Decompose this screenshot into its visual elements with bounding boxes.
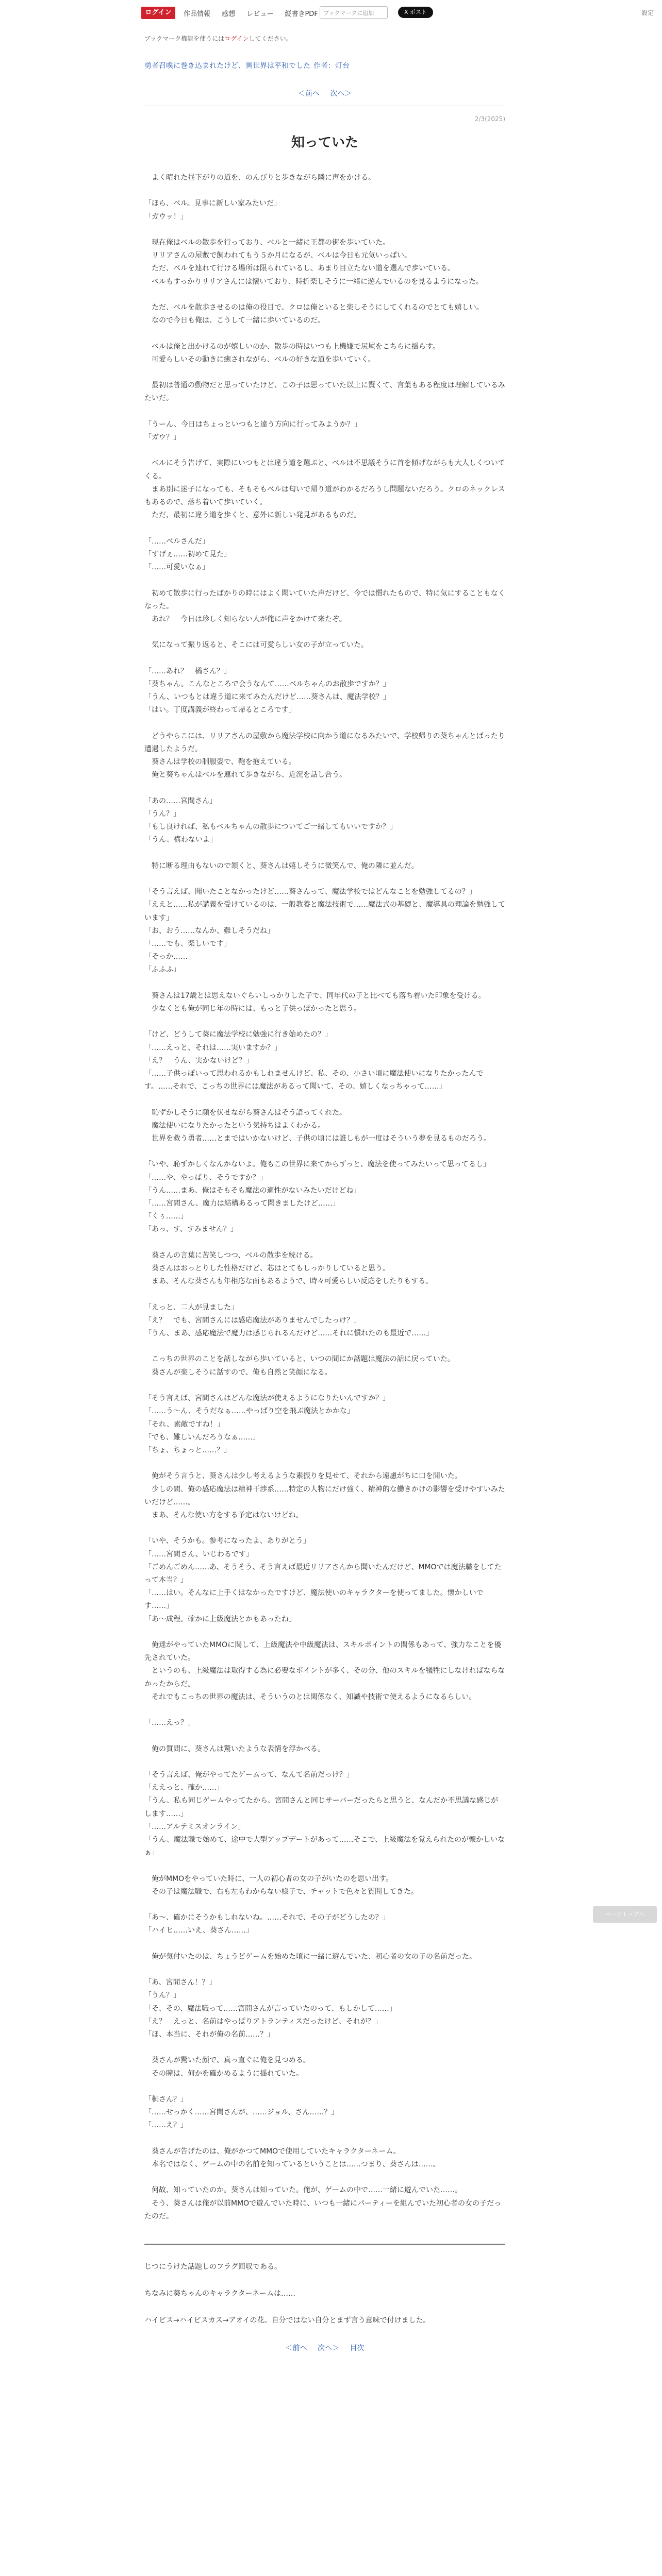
prev-link-bottom[interactable]: ＜前へ (285, 2344, 307, 2353)
x-post-button[interactable]: X ポスト (398, 7, 433, 18)
novel-content (144, 26, 505, 2353)
chapter-number: 2/3(2025) (474, 115, 505, 123)
page-top-button[interactable]: ページトップへ (593, 1906, 657, 1923)
series-info (144, 60, 505, 71)
nav-pdf[interactable]: 縦書きPDF (285, 10, 318, 18)
settings-link[interactable]: 設定 (641, 9, 654, 16)
toc-link-bottom[interactable]: 目次 (350, 2344, 365, 2353)
chapter-body: よく晴れた昼下がりの道を、のんびりと歩きながら隣に声をかける。 「ほら、ベル。見事に新しい家みたいだ」 「ガウッ！」 現在俺はベルの散歩を行っており、ベルと一緒に王都の街を歩いていた。 リリアさんの屋敷で飼われてもう５か月になるが、ベルは今日も元気いっぱい。 ただ、ベルを連れて行ける場所は限られているし、あまり目立たない道を選んで歩いている。 ベルもすっかりリリアさんには懐いており、時折楽しそうに一緒に遊んでいるのを見るようになった。 ただ、ベルを散歩させるのは俺の役目で、クロは俺といると楽しそうにしてくれるのでとても嬉しい。 なので今日も俺は、こうして一緒に歩いているのだ。 ベルは俺と出かけるのが嬉しいのか、散歩の時はいつも上機嫌で尻尾をこちらに揺らす。 可愛らしいその動きに癒されながら、ベルの好きな道を歩いていく。 最初は普通の動物だと思っていたけど、この子は思っていた以上に賢くて、言葉もある程度は理解しているみたいだ。 「うーん、今日はちょっといつもと違う方向に行ってみようか？」 「ガウ？」 ベルにそう告げて、実際にいつもとは違う道を選ぶと、ベルは不思議そうに首を傾げながらも大人しくついてくる。 まあ別に迷子になっても、そもそもベルは匂いで帰り道がわかるだろうし問題ないだろう。クロのネックレスもあるので、落ち着いて歩いていく。 ただ、最初に違う道を歩くと、意外に新しい発見があるものだ。 「……ベルさんだ」 「すげぇ……初めて見た」 「……可愛いなぁ」 初めて散歩に行ったばかりの時にはよく聞いていた声だけど、今では慣れたもので、特に気にすることもなくなった。 あれ？ 今日は珍しく知らない人が俺に声をかけて来たぞ。 気になって振り返ると、そこには可愛らしい女の子が立っていた。 「……あれ？ 橘さん？」 「葵ちゃん。こんなところで会うなんて……ベルちゃんのお散歩ですか？」 「うん、いつもとは違う道に来てみたんだけど……葵さんは、魔法学校？」 「はい。丁度講義が終わって帰るところです」 どうやらこには、リリアさんの屋敷から魔法学校に向かう道になるみたいで、学校帰りの葵ちゃんとばったり遭遇したようだ。 葵さんは学校の制服姿で、鞄を抱えている。 俺と葵ちゃんはベルを連れて歩きながら、近況を話し合う。 「あの……宮間さん」 「うん？」 「もし良ければ、私もベルちゃんの散歩についてご一緒してもいいですか？」 「うん、構わないよ」 特に断る理由もないので頷くと、葵さんは嬉しそうに微笑んで、俺の隣に並んだ。 「そう言えば、聞いたことなかったけど……葵さんって、魔法学校ではどんなことを勉強してるの？」 「ええと……私が講義を受けているのは、一般教養と魔法技術で……魔法式の基礎と、魔導具の理論を勉強しています」 「お、おう……なんか、難しそうだね」 「……でも、楽しいです」 「そっか……」 「ふふふ」 葵さんは17歳とは思えないぐらいしっかりした子で、同年代の子と比べても落ち着いた印象を受ける。 少なくとも俺が同じ年の時には、もっと子供っぽかったと思う。 「けど、どうして葵に魔法学校に勉強に行き始めたの？」 「……えっと、それは……実いますか？」 「え？ うん、実かないけど？」 「……子供っぽいって思われるかもしれませんけど、私、その、小さい頃に魔法使いになりたかったんです。……それで、こっちの世界には魔法があるって聞いて、その、嬉しくなっちゃって……」 恥ずかしそうに顔を伏せながら葵さんはそう語ってくれた。 魔法使いになりたかったという気持ちはよくわかる。 世界を救う勇者……とまではいかないけど、子供の頃には誰しもが一度はそういう夢を見るものだろう。 「いや、恥ずかしくなんかないよ。俺もこの世界に来てからずっと、魔法を使ってみたいって思ってるし」 「……や、やっぱり、そうですか？」 「うん……まあ、俺はそもそも魔法の適性がないみたいだけどね」 「……宮間さん、魔力は結構あるって聞きましたけど……」 「くぅ……」 「あっ、す、すみません？」 葵さんの言葉に苦笑しつつ、ベルの散歩を続ける。 葵さんはおっとりした性格だけど、芯はとてもしっかりしていると思う。 まあ、そんな葵さんも年相応な面もあるようで、時々可愛らしい反応をしたりもする。 「えっと、二人が見ました」 「え？ でも、宮間さんには感応魔法がありませんでしたっけ？」 「うん、まあ、感応魔法で魔力は感じられるんだけど……それに慣れたのも最近で……」 こっちの世界のことを話しながら歩いていると、いつの間にか話題は魔法の話に戻っていた。 葵さんが楽しそうに話すので、俺も自然と笑顔になる。 「そう言えば、宮間さんはどんな魔法が使えるようになりたいんですか？」 「……う～ん、そうだなぁ……やっぱり空を飛ぶ魔法とかかな」 「それ、素敵ですね！」 「でも、難しいんだろうなぁ……」 「ちょ、ちょっと……？」 俺がそう言うと、葵さんは少し考えるような素振りを見せて、それから遠慮がちに口を開いた。 少しの間、俺の感応魔法は精神干渉系……特定の人物にだけ強く、精神的な働きかけの影響を受けやすいみたいだけど……。 まあ、そんな使い方をする予定はないけどね。 「いや、そうかも。参考になったよ、ありがとう」 「……宮間さん、いじわるです」 「ごめんごめん……あ、そうそう、そう言えば最近リリアさんから聞いたんだけど、MMOでは魔法職をしてたって本当？」 「……はい。そんなに上手くはなかったですけど、魔法使いのキャラクターを使ってました。懐かしいです……」 「あ～成程。確かに上級魔法とかもあったね」 俺達がやっていたMMOに関して、上級魔法や中級魔法は、スキルポイントの関係もあって、強力なことを優先されていた。 というのも、上級魔法は取得する為に必要なポイントが多く、その分、他のスキルを犠牲にしなければならなかったからだ。 それでもこっちの世界の魔法は、そういうのとは関係なく、知識や技術で使えるようになるらしい。 「……えっ？」 俺の質問に、葵さんは驚いたような表情を浮かべる。 「そう言えば、俺がやってたゲームって、なんて名前だっけ？」 「ええっと、確か……」 「うん、私も同じゲームやってたから、宮間さんと同じサーバーだったらと思うと、なんだか不思議な感じがします……」 「……アルテミスオンライン」 「うん、魔法職で始めて、途中で大型アップデートがあって……そこで、上級魔法を覚えられたのが懐かしいなぁ」 俺がMMOをやっていた時に、一人の初心者の女の子がいたのを思い出す。 その子は魔法職で、右も左もわからない様子で、チャットで色々と質問してきた。 「あ～、確かにそうかもしれないね。……それで、その子がどうしたの？」 「ハイヒ……いえ、葵さん……」 俺が気付いたのは、ちょうどゲームを始めた頃に一緒に遊んでいた、初心者の女の子の名前だった。 「あ、宮間さん！？」 「うん？」 「そ、その、魔法職って……宮間さんが言っていたのって、もしかして……」 「え？ えっと、名前はやっぱりアトランティスだったけど、それが？」 「ほ、本当に、それが俺の名前……？」 葵さんが驚いた顔で、真っ直ぐに俺を見つめる。 その瞳は、何かを確かめるように揺れていた。 「桐さん？」 「……せっかく……宮間さんが、……ジョル、さん……？」 「……え？」 葵さんが告げたのは、俺がかつてMMOで使用していたキャラクターネーム。 本名ではなく、ゲームの中の名前を知っているということは……つまり、葵さんは……。 何故、知っていたのか。葵さんは知っていた。俺が、ゲームの中で……一緒に遊んでいた……。 そう、葵さんは俺が以前MMOで遊んでいた時に、いつも一緒にパーティーを組んでいた初心者の女の子だったのだ。 (144, 174, 505, 2221)
author-link[interactable]: 作者：灯台 (313, 62, 350, 70)
pager-top (144, 88, 505, 98)
header-nav (184, 8, 327, 18)
series-title-link[interactable]: 勇者召喚に巻き込まれたけど、異世界は平和でした (144, 62, 310, 70)
nav-review[interactable]: レビュー (246, 10, 274, 18)
bookmark-login-link[interactable]: ログイン (224, 35, 249, 42)
pager-bottom (144, 2343, 505, 2353)
next-link-top[interactable]: 次へ＞ (330, 90, 352, 98)
afterword-separator (144, 2244, 505, 2245)
bookmark-note: ブックマーク機能を使うにはログインしてください。 (144, 35, 292, 42)
nav-novel-info[interactable]: 作品情報 (184, 10, 211, 18)
chapter-title: 知っていた (291, 135, 358, 150)
next-link-bottom[interactable]: 次へ＞ (318, 2344, 339, 2353)
afterword: じつにうけた話題しのフラグ回収である。 ちなみに葵ちゃんのキャラクターネームは…… ハイビス→ハイビスカス→アオイの花。自分ではない自分とまず言う意味で付けました。 (144, 2263, 431, 2325)
login-button[interactable]: ログイン (141, 7, 175, 19)
nav-impressions[interactable]: 感想 (222, 10, 236, 18)
prev-link-top[interactable]: ＜前へ (297, 90, 320, 98)
global-header (0, 0, 662, 26)
bookmark-add-button[interactable]: ブックマークに追加 (320, 6, 388, 19)
